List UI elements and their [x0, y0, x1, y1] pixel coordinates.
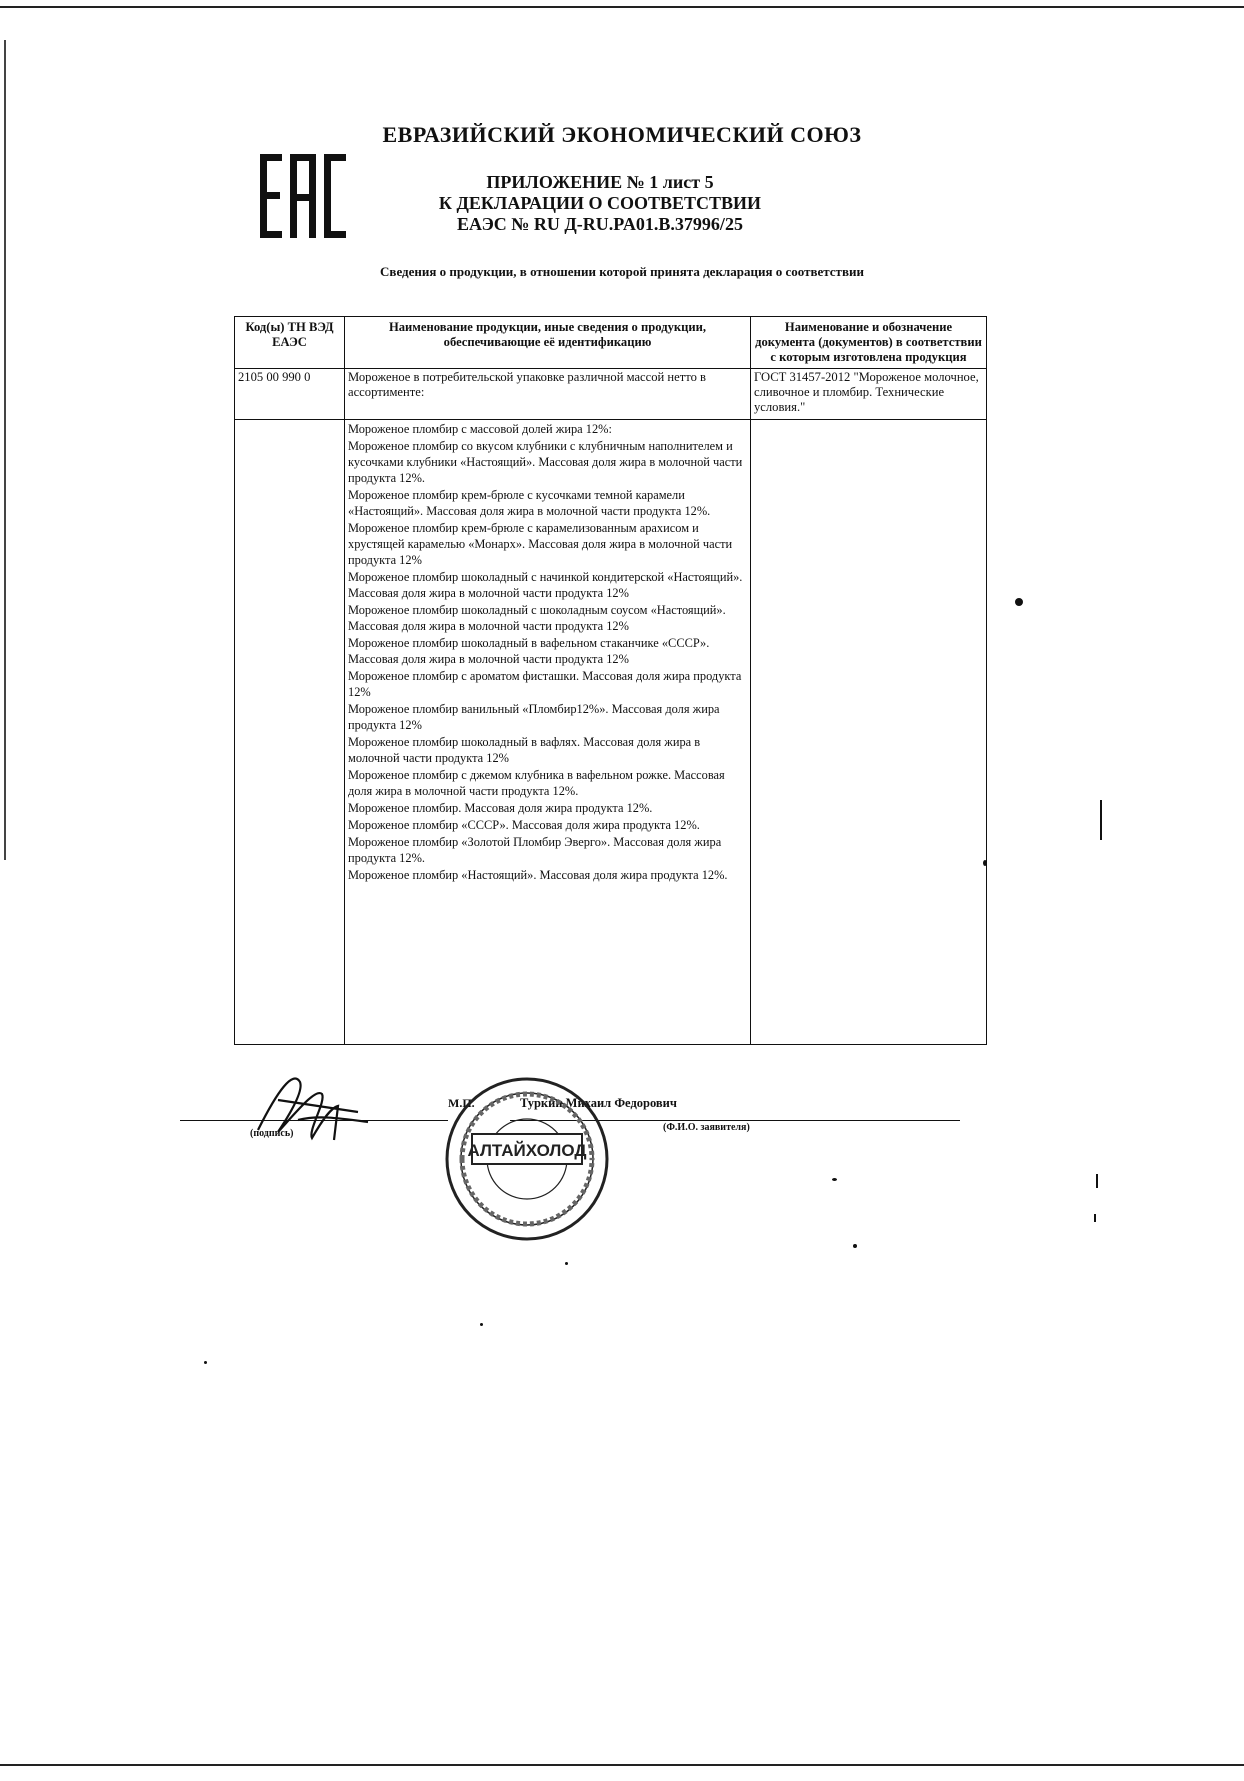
- cell-doc: ГОСТ 31457-2012 "Мороженое молочное, сливочное и пломбир. Технические условия.": [751, 369, 987, 420]
- scan-left-line: [4, 40, 6, 860]
- applicant-name: Туркин Михаил Федорович: [520, 1096, 677, 1110]
- union-title: ЕВРАЗИЙСКИЙ ЭКОНОМИЧЕСКИЙ СОЮЗ: [382, 122, 862, 147]
- product-items-cell: [345, 420, 751, 1045]
- appendix-line-2: К ДЕКЛАРАЦИИ О СООТВЕТСТВИИ: [438, 193, 762, 213]
- company-stamp: [442, 1074, 612, 1244]
- products-table: [234, 316, 987, 1045]
- cell-empty-doc: [751, 420, 987, 1045]
- cell-empty-code: [235, 420, 345, 1045]
- header-name: Наименование продукции, иные сведения о продукции, обеспечивающие её идентификацию: [345, 317, 751, 369]
- table-row: [235, 369, 987, 420]
- scan-speck: [983, 860, 987, 866]
- appendix-heading: [390, 172, 810, 235]
- list-item: Мороженое пломбир шоколадный в вафельном стаканчике «СССР». Массовая доля жира в молочной части продукта 12%: [348, 636, 710, 666]
- signature-block: [0, 1060, 1244, 1280]
- appendix-line-3: ЕАЭС № RU Д-RU.PA01.B.37996/25: [457, 214, 743, 234]
- signature-label: (подпись): [250, 1128, 294, 1139]
- scan-speck: [853, 1244, 857, 1248]
- list-item: Мороженое пломбир «СССР». Массовая доля жира продукта 12%.: [348, 818, 700, 832]
- list-item: Мороженое пломбир с ароматом фисташки. Массовая доля жира продукта 12%: [348, 669, 742, 699]
- scan-speck: [1015, 598, 1023, 606]
- scan-speck: [204, 1361, 207, 1364]
- list-item: Мороженое пломбир «Настоящий». Массовая доля жира продукта 12%.: [348, 868, 728, 882]
- stamp-text: АЛТАЙХОЛОД: [467, 1141, 587, 1160]
- scan-bottom-line: [0, 1764, 1244, 1766]
- list-item: Мороженое пломбир «Золотой Пломбир Эверго». Массовая доля жира продукта 12%.: [348, 835, 722, 865]
- seal-label: М.П.: [448, 1096, 475, 1110]
- scan-speck: [1096, 1174, 1098, 1188]
- list-item: Мороженое пломбир крем-брюле с карамелизованным арахисом и хрустящей карамелью «Монарх». Массовая доля жира в молочной части продукта 12%: [348, 521, 733, 567]
- table-header-row: [235, 317, 987, 369]
- applicant-label: (Ф.И.О. заявителя): [663, 1122, 750, 1133]
- appendix-line-1: ПРИЛОЖЕНИЕ № 1 лист 5: [486, 172, 714, 192]
- list-item: Мороженое пломбир шоколадный с шоколадным соусом «Настоящий». Массовая доля жира в молочной части продукта 12%: [348, 603, 726, 633]
- scan-speck: [1100, 800, 1102, 840]
- list-item: Мороженое пломбир. Массовая доля жира продукта 12%.: [348, 801, 653, 815]
- header-code: Код(ы) ТН ВЭД ЕАЭС: [235, 317, 345, 369]
- scan-speck: [565, 1262, 568, 1265]
- eac-logo: [258, 150, 350, 242]
- cell-name: Мороженое в потребительской упаковке различной массой нетто в ассортименте:: [345, 369, 751, 420]
- header-doc: Наименование и обозначение документа (документов) в соответствии с которым изготовлена продукция: [751, 317, 987, 369]
- list-item: Мороженое пломбир с джемом клубника в вафельном рожке. Массовая доля жира в молочной части продукта 12%.: [348, 768, 725, 798]
- cell-code: 2105 00 990 0: [235, 369, 345, 420]
- list-item: Мороженое пломбир шоколадный в вафлях. Массовая доля жира в молочной части продукта 12%: [348, 735, 701, 765]
- scan-speck: [1094, 1214, 1096, 1222]
- table-row-items: [235, 420, 987, 1045]
- list-item: Мороженое пломбир шоколадный с начинкой кондитерской «Настоящий». Массовая доля жира в молочной части продукта 12%: [348, 570, 743, 600]
- table-subtitle: Сведения о продукции, в отношении которой принята декларация о соответствии: [380, 264, 864, 279]
- list-item: Мороженое пломбир ванильный «Пломбир12%». Массовая доля жира продукта 12%: [348, 702, 720, 732]
- list-item: Мороженое пломбир с массовой долей жира 12%:: [348, 422, 612, 436]
- list-item: Мороженое пломбир крем-брюле с кусочками темной карамели «Настоящий». Массовая доля жира в молочной части продукта 12%.: [348, 488, 711, 518]
- scan-speck: [832, 1178, 837, 1181]
- scan-top-line: [0, 6, 1244, 8]
- list-item: Мороженое пломбир со вкусом клубники с клубничным наполнителем и кусочками клубники «Настоящий». Массовая доля жира в молочной части продукта 12%.: [348, 439, 743, 485]
- scan-speck: [480, 1323, 483, 1326]
